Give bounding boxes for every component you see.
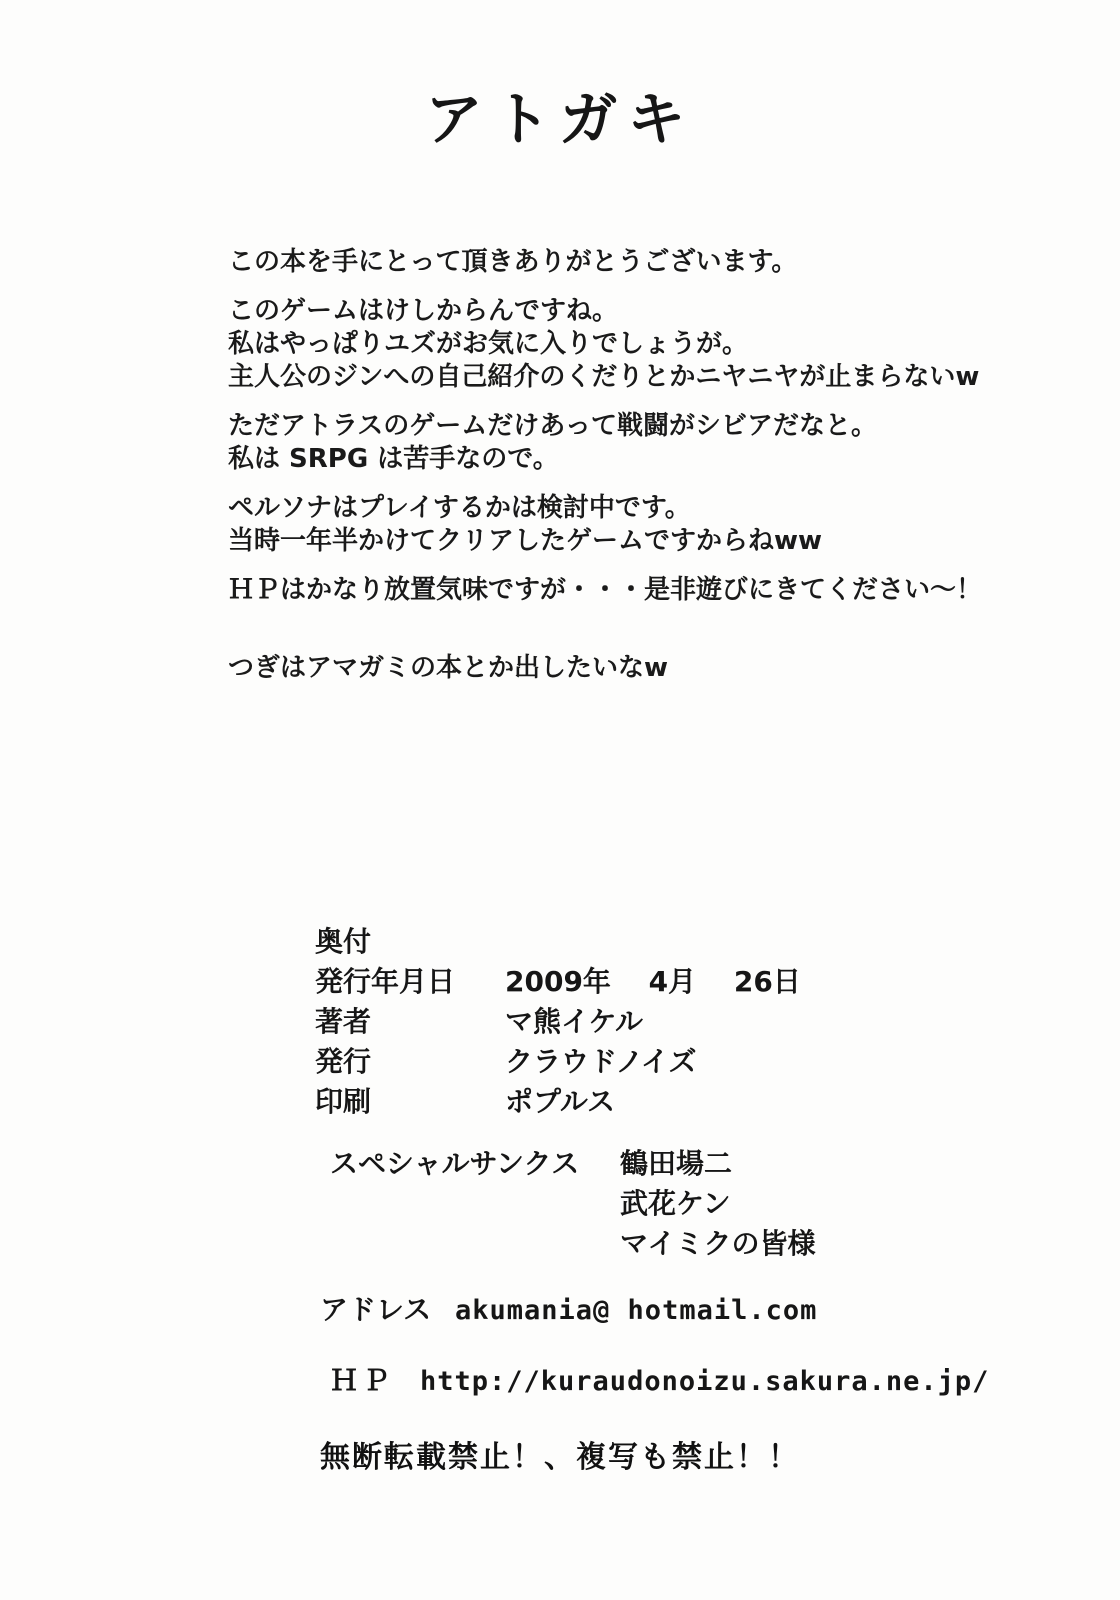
- body-line: 私は SRPG は苦手なので。: [228, 444, 559, 474]
- address-label: アドレス: [320, 1293, 432, 1326]
- row-value: マ熊イケル: [505, 1005, 644, 1038]
- row-label: 印刷: [315, 1085, 372, 1118]
- body-line: ペルソナはプレイするかは検討中です。: [228, 493, 691, 523]
- body-paragraph: [228, 295, 980, 394]
- row-label: 著者: [315, 1005, 372, 1038]
- row-value: クラウドノイズ: [505, 1045, 697, 1078]
- body-line: つぎはアマガミの本とか出したいなw: [228, 653, 669, 683]
- special-thanks-name: 鶴田場二: [620, 1147, 733, 1180]
- colophon-row-author: [315, 1002, 1015, 1042]
- body-paragraph: [228, 492, 948, 558]
- row-label: 発行年月日: [315, 965, 456, 998]
- special-thanks: [330, 1144, 1015, 1264]
- colophon-heading: 奥付: [315, 925, 372, 958]
- special-thanks-label: スペシャルサンクス: [330, 1147, 580, 1180]
- colophon-row-printer: [315, 1082, 1015, 1122]
- body-line: ＨＰはかなり放置気味ですが・・・是非遊びにきてください～！: [228, 575, 983, 605]
- homepage-label: ＨＰ: [330, 1364, 395, 1397]
- homepage-url: http://kuraudonoizu.sakura.ne.jp/: [420, 1366, 990, 1397]
- reprint-prohibition-notice: 無断転載禁止！、複写も禁止！！: [320, 1440, 800, 1475]
- row-label: 発行: [315, 1045, 372, 1078]
- body-line: このゲームはけしからんですね。: [228, 296, 619, 326]
- homepage-row: [330, 1361, 1015, 1402]
- body-paragraph: [228, 410, 948, 476]
- special-thanks-name: 武花ケン: [620, 1187, 731, 1220]
- body-paragraph: [228, 246, 948, 279]
- body-paragraph: [228, 652, 948, 685]
- row-value: ポプルス: [505, 1085, 616, 1118]
- afterword-body: [228, 246, 983, 701]
- special-thanks-names: [620, 1144, 815, 1264]
- colophon-row-publication-date: [315, 962, 1015, 1002]
- body-line: 私はやっぱりユズがお気に入りでしょうが。: [228, 329, 749, 359]
- page-title: アトガキ: [424, 85, 696, 153]
- row-value: 2009年 4月 26日: [505, 965, 801, 998]
- email-address-row: [320, 1290, 1015, 1331]
- body-line: 当時一年半かけてクリアしたゲームですからねww: [228, 526, 823, 556]
- colophon-row-publisher: [315, 1042, 1015, 1082]
- special-thanks-name: マイミクの皆様: [620, 1227, 816, 1260]
- body-paragraph: [228, 574, 983, 607]
- body-line: ただアトラスのゲームだけあって戦闘がシビアだなと。: [228, 411, 877, 441]
- body-line: この本を手にとって頂きありがとうございます。: [228, 247, 798, 277]
- email-address: akumania@ hotmail.com: [455, 1295, 818, 1326]
- colophon: [315, 922, 1015, 1478]
- body-line: 主人公のジンへの自己紹介のくだりとかニヤニヤが止まらないw: [228, 362, 980, 392]
